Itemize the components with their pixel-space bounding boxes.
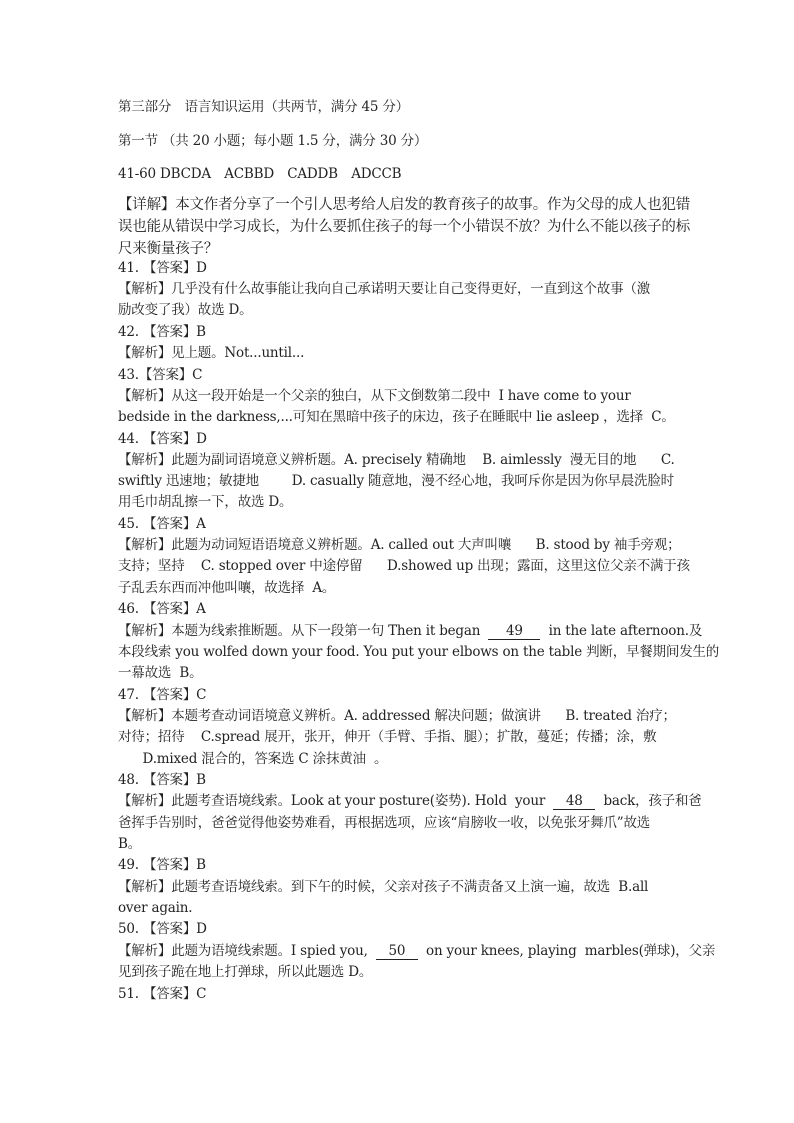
analysis-44: 用毛巾胡乱擦一下，故选 D。: [118, 494, 293, 510]
analysis-45: 支持；坚持 C. stopped over 中途停留 D.showed up 出现；露面，这里这位父亲不满于孩: [118, 558, 690, 574]
analysis-text: 【解析】本题为线索推断题。从下一段第一句 Then it began: [118, 623, 489, 639]
analysis-text: on your knees, playing marbles(弹球)，父亲: [417, 943, 716, 959]
analysis-44: swiftly 迅速地；敏捷地 D. casually 随意地，漫不经心地，我呵斥你是因为你早晨洗脸时: [118, 473, 674, 489]
blank-48: 48: [553, 794, 595, 810]
analysis-49: 【解析】此题考查语境线索。到下午的时候，父亲对孩子不满责备又上演一遍，故选 B.all: [118, 879, 649, 895]
analysis-text: 【解析】此题考查语境线索。Look at your posture(姿势). Hold your: [118, 793, 554, 809]
answer-47: 47. 【答案】C: [118, 687, 207, 703]
answer-48: 48. 【答案】B: [118, 772, 206, 788]
answer-46: 46. 【答案】A: [118, 601, 206, 617]
answer-44: 44. 【答案】D: [118, 431, 207, 447]
part-heading: 第三部分 语言知识运用（共两节，满分 45 分）: [118, 99, 409, 115]
answer-43: 43.【答案】C: [118, 367, 203, 383]
detail-line: 尺来衡量孩子？: [118, 241, 219, 257]
analysis-46: 本段线索 you wolfed down your food. You put your elbows on the table 判断，早餐期间发生的: [118, 644, 720, 660]
answer-41: 41. 【答案】D: [118, 260, 207, 276]
analysis-text: in the late afternoon.及: [540, 623, 703, 639]
section-heading: 第一节 （共 20 小题；每小题 1.5 分，满分 30 分）: [118, 133, 428, 149]
analysis-47: 对待；招待 C.spread 展开，张开，伸开（手臂、手指、腿）；扩散，蔓延；传播；涂，敷: [118, 729, 657, 745]
analysis-46: 一幕故选 B。: [118, 665, 203, 681]
analysis-44: 【解析】此题为副词语境意义辨析题。A. precisely 精确地 B. aimlessly 漫无目的地 C.: [118, 452, 675, 468]
detail-line: 【详解】本文作者分享了一个引人思考给人启发的教育孩子的故事。作为父母的成人也犯错: [118, 197, 690, 213]
answer-49: 49. 【答案】B: [118, 857, 206, 873]
analysis-43: 【解析】从这一段开始是一个父亲的独白，从下文倒数第二段中 I have come to your: [118, 388, 631, 404]
analysis-42: 【解析】见上题。Not...until...: [118, 345, 305, 361]
analysis-46: [118, 621, 702, 641]
analysis-48: B。: [118, 836, 142, 852]
analysis-50: [118, 941, 715, 961]
analysis-43: bedside in the darkness,...可知在黑暗中孩子的床边，孩子在睡眠中 lie asleep ，选择 C。: [118, 409, 675, 425]
analysis-50: 见到孩子跪在地上打弹球，所以此题选 D。: [118, 964, 373, 980]
answer-key: 41-60 DBCDA ACBBD CADDB ADCCB: [118, 166, 402, 182]
analysis-47: 【解析】本题考查动词语境意义辨析。A. addressed 解决问题；做演讲 B. treated 治疗；: [118, 708, 676, 724]
analysis-text: back，孩子和爸: [595, 793, 702, 809]
analysis-48: [118, 791, 702, 811]
analysis-48: 爸挥手告别时，爸爸觉得他姿势难看，再根据选项，应该“肩膀收一收，以免张牙舞爪”故选: [118, 815, 651, 831]
detail-line: 误也能从错误中学习成长，为什么要抓住孩子的每一个小错误不放？为什么不能以孩子的标: [118, 219, 690, 235]
answer-42: 42. 【答案】B: [118, 324, 206, 340]
analysis-47: D.mixed 混合的，答案选 C 涂抹黄油 。: [118, 751, 388, 767]
analysis-49: over again.: [118, 900, 193, 916]
analysis-text: 【解析】此题为语境线索题。I spied you,: [118, 943, 376, 959]
analysis-45: 【解析】此题为动词短语语境意义辨析题。A. called out 大声叫嚷 B. stood by 袖手旁观；: [118, 537, 681, 553]
answer-51: 51. 【答案】C: [118, 986, 207, 1002]
blank-50: 50: [376, 944, 418, 960]
analysis-41: 励改变了我）故选 D。: [118, 302, 253, 318]
blank-49: 49: [488, 624, 540, 640]
analysis-41: 【解析】几乎没有什么故事能让我向自己承诺明天要让自己变得更好，一直到这个故事（激: [118, 281, 650, 297]
answer-45: 45. 【答案】A: [118, 516, 206, 532]
answer-50: 50. 【答案】D: [118, 921, 207, 937]
analysis-45: 子乱丢东西而冲他叫嚷，故选择 A。: [118, 580, 336, 596]
